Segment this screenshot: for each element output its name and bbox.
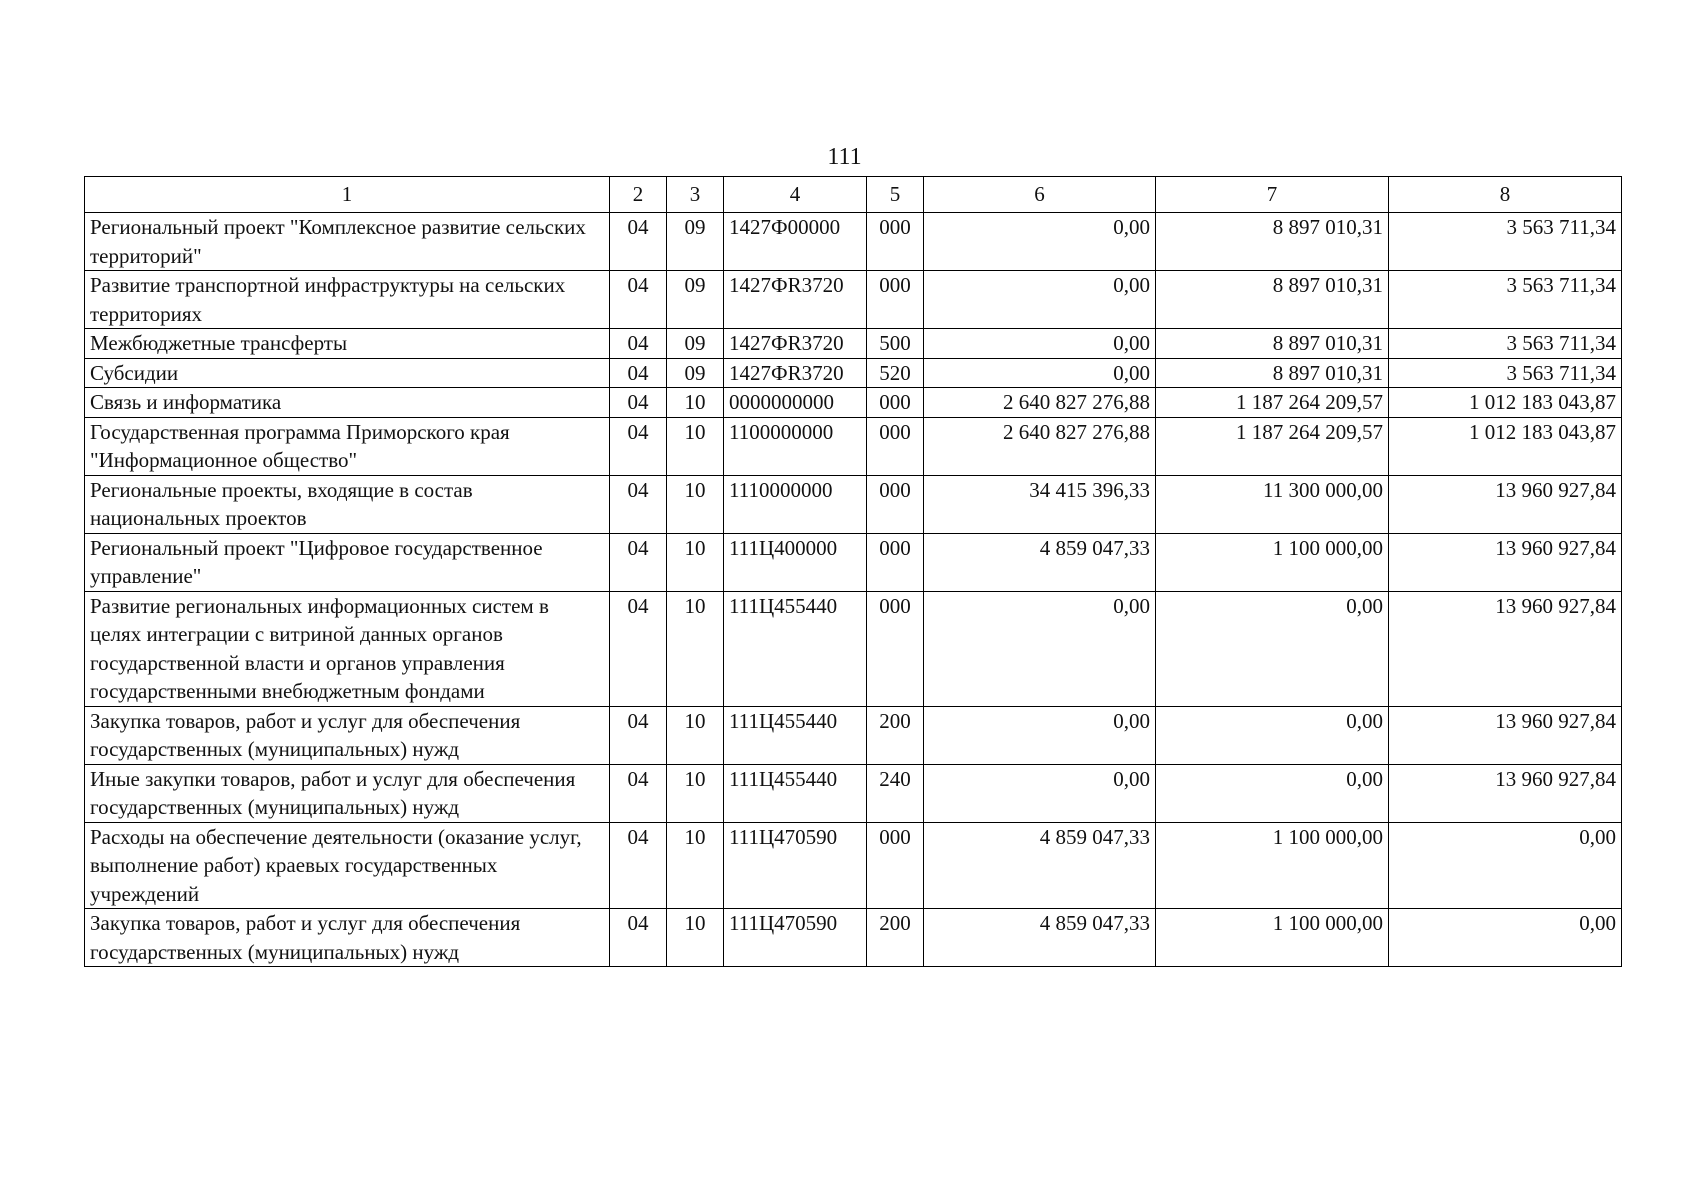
amount-col-7: 1 100 000,00 [1156, 822, 1389, 909]
amount-col-6: 4 859 047,33 [924, 533, 1156, 591]
column-header: 5 [867, 177, 924, 213]
section-code: 04 [610, 271, 667, 329]
subsection-code: 10 [667, 388, 724, 418]
section-code: 04 [610, 533, 667, 591]
row-name: Государственная программа Приморского края "Информационное общество" [85, 417, 610, 475]
table-row [85, 329, 1622, 359]
row-name: Развитие транспортной инфраструктуры на сельских территориях [85, 271, 610, 329]
amount-col-6: 4 859 047,33 [924, 822, 1156, 909]
amount-col-8: 13 960 927,84 [1389, 764, 1622, 822]
amount-col-7: 0,00 [1156, 591, 1389, 706]
row-name: Закупка товаров, работ и услуг для обеспечения государственных (муниципальных) нужд [85, 706, 610, 764]
subsection-code: 09 [667, 329, 724, 359]
table-row [85, 271, 1622, 329]
section-code: 04 [610, 706, 667, 764]
section-code: 04 [610, 822, 667, 909]
amount-col-8: 1 012 183 043,87 [1389, 417, 1622, 475]
column-header: 7 [1156, 177, 1389, 213]
amount-col-6: 0,00 [924, 591, 1156, 706]
section-code: 04 [610, 475, 667, 533]
table-row [85, 475, 1622, 533]
amount-col-7: 1 100 000,00 [1156, 533, 1389, 591]
amount-col-7: 8 897 010,31 [1156, 213, 1389, 271]
subsection-code: 10 [667, 909, 724, 967]
expense-type-code: 200 [867, 909, 924, 967]
amount-col-6: 0,00 [924, 329, 1156, 359]
column-header: 6 [924, 177, 1156, 213]
subsection-code: 10 [667, 706, 724, 764]
target-article-code: 1110000000 [724, 475, 867, 533]
amount-col-7: 0,00 [1156, 706, 1389, 764]
target-article-code: 1427ФR3720 [724, 271, 867, 329]
amount-col-7: 1 100 000,00 [1156, 909, 1389, 967]
table-row [85, 533, 1622, 591]
page-number: 111 [827, 144, 862, 170]
target-article-code: 111Ц470590 [724, 909, 867, 967]
table-row [85, 909, 1622, 967]
amount-col-7: 11 300 000,00 [1156, 475, 1389, 533]
subsection-code: 09 [667, 271, 724, 329]
amount-col-6: 0,00 [924, 764, 1156, 822]
table-row [85, 417, 1622, 475]
amount-col-6: 0,00 [924, 271, 1156, 329]
table-row [85, 706, 1622, 764]
budget-table [84, 176, 1622, 967]
target-article-code: 111Ц455440 [724, 764, 867, 822]
amount-col-8: 0,00 [1389, 822, 1622, 909]
expense-type-code: 000 [867, 271, 924, 329]
target-article-code: 111Ц455440 [724, 591, 867, 706]
expense-type-code: 000 [867, 388, 924, 418]
expense-type-code: 200 [867, 706, 924, 764]
row-name: Иные закупки товаров, работ и услуг для обеспечения государственных (муниципальных) нужд [85, 764, 610, 822]
column-header: 8 [1389, 177, 1622, 213]
section-code: 04 [610, 764, 667, 822]
row-name: Субсидии [85, 358, 610, 388]
expense-type-code: 000 [867, 591, 924, 706]
header-row [85, 177, 1622, 213]
table-row [85, 213, 1622, 271]
target-article-code: 111Ц470590 [724, 822, 867, 909]
amount-col-8: 3 563 711,34 [1389, 271, 1622, 329]
section-code: 04 [610, 591, 667, 706]
amount-col-8: 3 563 711,34 [1389, 358, 1622, 388]
target-article-code: 0000000000 [724, 388, 867, 418]
column-header: 3 [667, 177, 724, 213]
subsection-code: 09 [667, 358, 724, 388]
amount-col-8: 3 563 711,34 [1389, 329, 1622, 359]
amount-col-8: 3 563 711,34 [1389, 213, 1622, 271]
row-name: Межбюджетные трансферты [85, 329, 610, 359]
section-code: 04 [610, 358, 667, 388]
amount-col-7: 1 187 264 209,57 [1156, 417, 1389, 475]
section-code: 04 [610, 909, 667, 967]
table-row [85, 358, 1622, 388]
row-name: Региональный проект "Комплексное развитие сельских территорий" [85, 213, 610, 271]
row-name: Региональный проект "Цифровое государственное управление" [85, 533, 610, 591]
amount-col-6: 0,00 [924, 213, 1156, 271]
target-article-code: 1427ФR3720 [724, 329, 867, 359]
subsection-code: 10 [667, 591, 724, 706]
column-header: 4 [724, 177, 867, 213]
amount-col-8: 0,00 [1389, 909, 1622, 967]
subsection-code: 10 [667, 533, 724, 591]
amount-col-6: 0,00 [924, 706, 1156, 764]
table-row [85, 822, 1622, 909]
subsection-code: 10 [667, 417, 724, 475]
amount-col-6: 2 640 827 276,88 [924, 388, 1156, 418]
subsection-code: 09 [667, 213, 724, 271]
amount-col-7: 8 897 010,31 [1156, 358, 1389, 388]
amount-col-6: 4 859 047,33 [924, 909, 1156, 967]
expense-type-code: 000 [867, 822, 924, 909]
table-row [85, 591, 1622, 706]
target-article-code: 111Ц400000 [724, 533, 867, 591]
amount-col-7: 0,00 [1156, 764, 1389, 822]
amount-col-7: 8 897 010,31 [1156, 329, 1389, 359]
row-name: Развитие региональных информационных систем в целях интеграции с витриной данных органов государственной власти и органов управления государственными внебюджетным фондами [85, 591, 610, 706]
amount-col-8: 13 960 927,84 [1389, 706, 1622, 764]
section-code: 04 [610, 329, 667, 359]
table-body [85, 213, 1622, 967]
section-code: 04 [610, 213, 667, 271]
subsection-code: 10 [667, 822, 724, 909]
expense-type-code: 240 [867, 764, 924, 822]
expense-type-code: 000 [867, 213, 924, 271]
amount-col-6: 34 415 396,33 [924, 475, 1156, 533]
row-name: Связь и информатика [85, 388, 610, 418]
row-name: Закупка товаров, работ и услуг для обеспечения государственных (муниципальных) нужд [85, 909, 610, 967]
amount-col-8: 13 960 927,84 [1389, 533, 1622, 591]
table-row [85, 388, 1622, 418]
row-name: Расходы на обеспечение деятельности (оказание услуг, выполнение работ) краевых государственных учреждений [85, 822, 610, 909]
target-article-code: 1427ФR3720 [724, 358, 867, 388]
amount-col-6: 0,00 [924, 358, 1156, 388]
amount-col-6: 2 640 827 276,88 [924, 417, 1156, 475]
column-header: 1 [85, 177, 610, 213]
expense-type-code: 000 [867, 417, 924, 475]
amount-col-8: 13 960 927,84 [1389, 475, 1622, 533]
expense-type-code: 000 [867, 533, 924, 591]
section-code: 04 [610, 417, 667, 475]
subsection-code: 10 [667, 475, 724, 533]
section-code: 04 [610, 388, 667, 418]
amount-col-7: 1 187 264 209,57 [1156, 388, 1389, 418]
amount-col-8: 13 960 927,84 [1389, 591, 1622, 706]
subsection-code: 10 [667, 764, 724, 822]
column-header: 2 [610, 177, 667, 213]
expense-type-code: 520 [867, 358, 924, 388]
target-article-code: 111Ц455440 [724, 706, 867, 764]
target-article-code: 1100000000 [724, 417, 867, 475]
expense-type-code: 500 [867, 329, 924, 359]
target-article-code: 1427Ф00000 [724, 213, 867, 271]
amount-col-7: 8 897 010,31 [1156, 271, 1389, 329]
table-row [85, 764, 1622, 822]
expense-type-code: 000 [867, 475, 924, 533]
row-name: Региональные проекты, входящие в состав национальных проектов [85, 475, 610, 533]
amount-col-8: 1 012 183 043,87 [1389, 388, 1622, 418]
